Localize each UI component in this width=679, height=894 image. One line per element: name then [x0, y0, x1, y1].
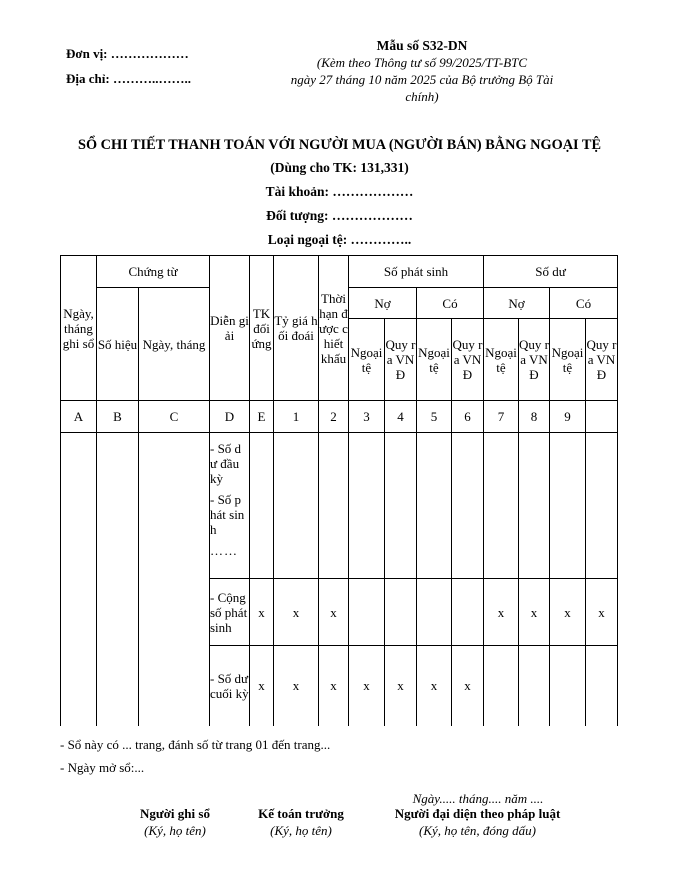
cell[interactable]: [550, 433, 586, 579]
header-discount-term: Thời hạn được chiết khấu: [319, 256, 349, 401]
cell-x: x: [349, 646, 385, 726]
cell[interactable]: [452, 579, 484, 646]
cell[interactable]: [586, 433, 618, 579]
cell[interactable]: [385, 579, 417, 646]
cell-x: x: [550, 579, 586, 646]
cell-x: x: [319, 579, 349, 646]
column-code: E: [250, 401, 274, 433]
cell[interactable]: [550, 646, 586, 726]
account-field: Tài khoản: ………………: [265, 184, 414, 199]
column-code: C: [139, 401, 210, 433]
cell-x: x: [319, 646, 349, 726]
notes-block: [60, 733, 330, 779]
column-code: 1: [274, 401, 319, 433]
header-arising: Số phát sinh: [349, 256, 484, 288]
cell-x: x: [452, 646, 484, 726]
column-code: 4: [385, 401, 417, 433]
column-code-row: [61, 401, 618, 433]
cell[interactable]: [349, 579, 385, 646]
signature-date-line: Ngày..... tháng.... năm ....: [412, 791, 544, 806]
recorder-hint: (Ký, họ tên): [144, 823, 206, 838]
column-code: 6: [452, 401, 484, 433]
header-exchange-rate: Tỷ giá hối đoái: [274, 256, 319, 401]
cell-x: x: [586, 579, 618, 646]
cell[interactable]: [349, 433, 385, 579]
cell-x: x: [274, 646, 319, 726]
column-code: 2: [319, 401, 349, 433]
column-code: D: [210, 401, 250, 433]
cell-x: x: [250, 579, 274, 646]
cell-date[interactable]: [61, 433, 97, 726]
header-balance: Số dư: [484, 256, 618, 288]
header-balance-credit-fc: Ngoại tệ: [550, 319, 586, 401]
opening-date-note: - Ngày mở sổ:...: [60, 760, 145, 775]
column-code: 3: [349, 401, 385, 433]
ledger-table: [60, 255, 618, 726]
column-code: 9: [550, 401, 586, 433]
cell-x: x: [519, 579, 550, 646]
column-code: [586, 401, 618, 433]
header-arising-debit: Nợ: [349, 288, 417, 319]
cell[interactable]: [484, 433, 519, 579]
more-entries-placeholder: ……: [210, 543, 238, 558]
column-code: B: [97, 401, 139, 433]
document-title: SỔ CHI TIẾT THANH TOÁN VỚI NGƯỜI MUA (NGƯỜI BÁN) BẰNG NGOẠI TỆ: [78, 137, 601, 153]
page-count-note: - Sổ này có ... trang, đánh số từ trang 01 đến trang...: [60, 737, 331, 752]
chief-accountant-hint: (Ký, họ tên): [270, 823, 332, 838]
opening-balance-label: - Số dư đầu kỳ: [210, 441, 242, 486]
closing-balance-label: - Số dư cuối kỳ: [210, 646, 250, 726]
header-row-1: [61, 256, 618, 288]
header-voucher-date: Ngày, tháng: [139, 288, 210, 401]
signature-legal-representative: [370, 805, 585, 839]
column-code: 5: [417, 401, 452, 433]
table-row-entries: [61, 433, 618, 579]
column-code: 7: [484, 401, 519, 433]
cell-x: x: [274, 579, 319, 646]
form-ref-line-1: (Kèm theo Thông tư số 99/2025/TT-BTC: [316, 55, 528, 70]
cell[interactable]: [519, 646, 550, 726]
arising-label: - Số phát sinh: [210, 492, 245, 537]
form-code: Mẫu số S32-DN: [376, 38, 468, 53]
legal-rep-hint: (Ký, họ tên, đóng dấu): [419, 823, 536, 838]
cell[interactable]: [586, 646, 618, 726]
cell[interactable]: [250, 433, 274, 579]
cell[interactable]: [385, 433, 417, 579]
form-reference-block: [262, 37, 582, 105]
form-ref-line-3: chính): [405, 89, 439, 104]
currency-type-field: Loại ngoại tệ: …………..: [267, 232, 412, 247]
cell[interactable]: [417, 579, 452, 646]
total-arising-label: - Cộng số phát sinh: [210, 579, 250, 646]
cell-x: x: [484, 579, 519, 646]
header-voucher-no: Số hiệu: [97, 288, 139, 401]
header-balance-credit: Có: [550, 288, 618, 319]
column-code: A: [61, 401, 97, 433]
signature-chief-accountant: [221, 805, 381, 839]
header-balance-debit-fc: Ngoại tệ: [484, 319, 519, 401]
header-balance-credit-vnd: Quy ra VNĐ: [586, 319, 618, 401]
header-arising-debit-fc: Ngoại tệ: [349, 319, 385, 401]
header-arising-credit-fc: Ngoại tệ: [417, 319, 452, 401]
header-voucher: Chứng từ: [97, 256, 210, 288]
header-balance-debit-vnd: Quy ra VNĐ: [519, 319, 550, 401]
unit-field: Đơn vị: ………………: [66, 46, 189, 61]
cell[interactable]: [274, 433, 319, 579]
cell-x: x: [250, 646, 274, 726]
header-arising-credit-vnd: Quy ra VNĐ: [452, 319, 484, 401]
document-subtitle: (Dùng cho TK: 131,331): [270, 160, 409, 175]
address-field: Địa chỉ: ………..……..: [66, 71, 191, 86]
title-block: [0, 134, 679, 252]
cell[interactable]: [319, 433, 349, 579]
header-arising-debit-vnd: Quy ra VNĐ: [385, 319, 417, 401]
header-contra-account: TK đối ứng: [250, 256, 274, 401]
header-balance-debit: Nợ: [484, 288, 550, 319]
cell[interactable]: [484, 646, 519, 726]
cell[interactable]: [417, 433, 452, 579]
recorder-role: Người ghi sổ: [140, 806, 210, 821]
cell-x: x: [417, 646, 452, 726]
cell-voucher-no[interactable]: [97, 433, 139, 726]
chief-accountant-role: Kế toán trưởng: [258, 806, 344, 821]
cell-description-entries: [210, 433, 250, 579]
cell[interactable]: [452, 433, 484, 579]
object-field: Đối tượng: ………………: [266, 208, 413, 223]
header-arising-credit: Có: [417, 288, 484, 319]
column-code: 8: [519, 401, 550, 433]
cell-voucher-date[interactable]: [139, 433, 210, 726]
legal-rep-role: Người đại diện theo pháp luật: [394, 806, 561, 821]
cell[interactable]: [519, 433, 550, 579]
header-description: Diễn giải: [210, 256, 250, 401]
cell-x: x: [385, 646, 417, 726]
header-date: Ngày, tháng ghi sổ: [61, 256, 97, 401]
form-ref-line-2: ngày 27 tháng 10 năm 2025 của Bộ trưởng Bộ Tài: [290, 72, 554, 87]
